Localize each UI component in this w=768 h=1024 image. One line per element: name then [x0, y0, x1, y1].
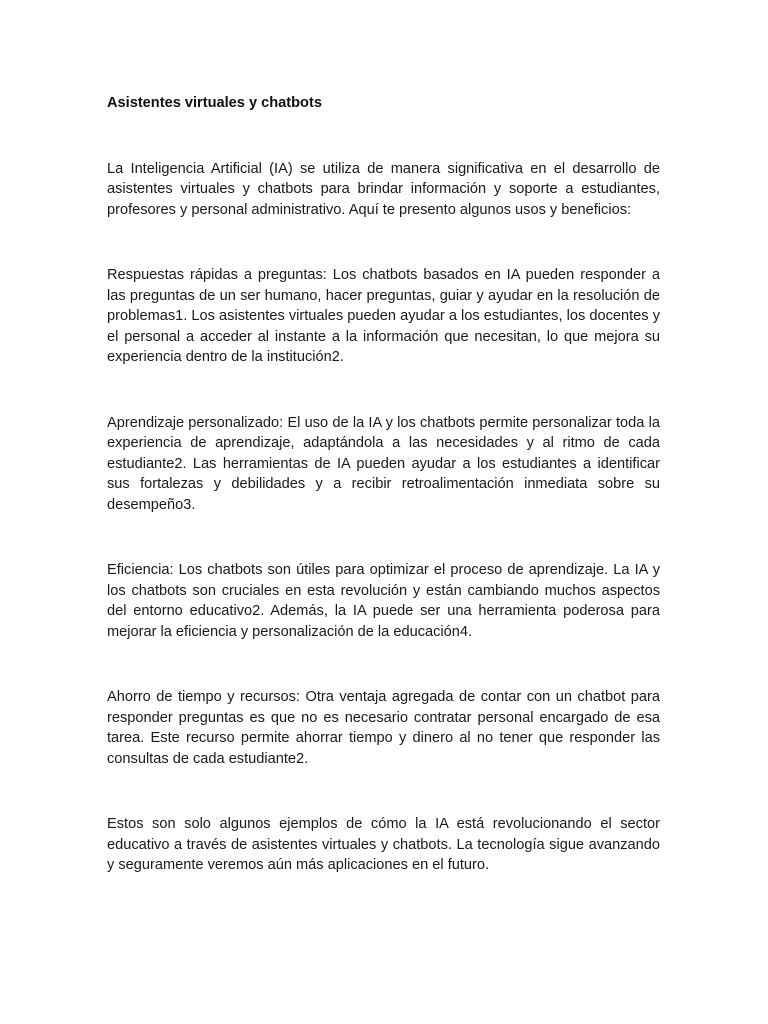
- paragraph-time-savings: Ahorro de tiempo y recursos: Otra ventaja agregada de contar con un chatbot para responder preguntas es que no es necesario contratar personal encargado de esa tarea. Este recurso permite ahorrar tiempo y dinero al no tener que responder las consultas de cada estudiante2.: [107, 689, 660, 767]
- paragraph-quick-answers: Respuestas rápidas a preguntas: Los chatbots basados en IA pueden responder a las preguntas de un ser humano, hacer preguntas, guiar y ayudar en la resolución de problemas1. Los asistentes virtuales pueden ayudar a los estudiantes, los docentes y el personal a acceder al instante a la información que necesitan, lo que mejora su experiencia dentro de la institución2.: [107, 267, 660, 365]
- document-body: [107, 93, 660, 876]
- paragraph-conclusion: Estos son solo algunos ejemplos de cómo la IA está revolucionando el sector educativo a través de asistentes virtuales y chatbots. La tecnología sigue avanzando y seguramente veremos aún más aplicaciones en el futuro.: [107, 816, 660, 873]
- paragraph-intro: La Inteligencia Artificial (IA) se utiliza de manera significativa en el desarrollo de asistentes virtuales y chatbots para brindar información y soporte a estudiantes, profesores y personal administrativo. Aquí te presento algunos usos y beneficios:: [107, 160, 660, 218]
- paragraph-personalized-learning: Aprendizaje personalizado: El uso de la IA y los chatbots permite personalizar toda la experiencia de aprendizaje, adaptándola a las necesidades y al ritmo de cada estudiante2. Las herramientas de IA pueden ayudar a los estudiantes a identificar sus fortalezas y debilidades y a recibir retroalimentación inmediata sobre su desempeño3.: [107, 414, 660, 513]
- paragraph-efficiency: Eficiencia: Los chatbots son útiles para optimizar el proceso de aprendizaje. La IA y los chatbots son cruciales en esta revolución y están cambiando muchos aspectos del entorno educativo2. Además, la IA puede ser una herramienta poderosa para mejorar la eficiencia y personalización de la educación4.: [107, 562, 660, 640]
- document-title: Asistentes virtuales y chatbots: [107, 95, 322, 111]
